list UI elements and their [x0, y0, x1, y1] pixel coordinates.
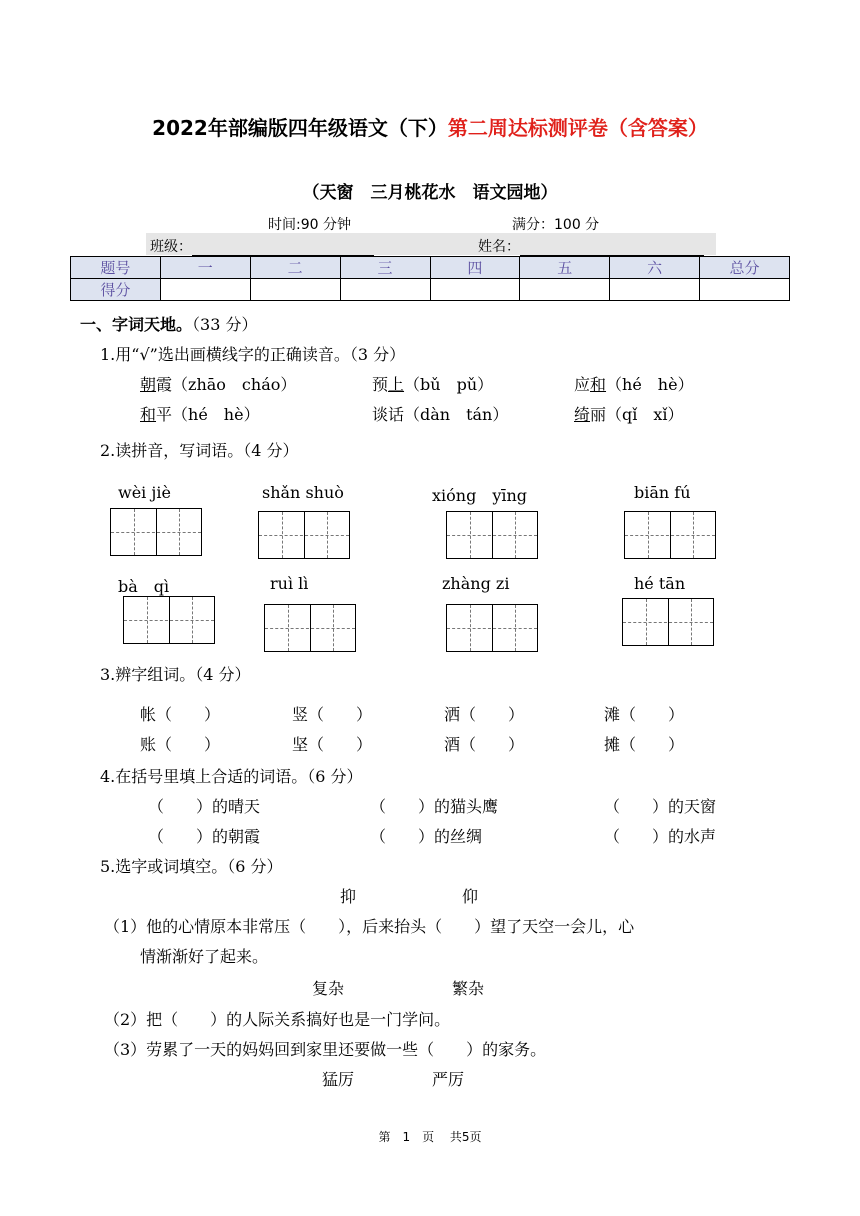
- q4-prompt: 4.在括号里填上合适的词语。（6 分）: [100, 767, 363, 786]
- writing-grid[interactable]: [446, 604, 538, 652]
- score-cell[interactable]: [160, 279, 250, 301]
- q2-pinyin: zhàng zi: [442, 574, 510, 593]
- score-header-cell: 五: [520, 257, 610, 279]
- score-header-cell: 一: [160, 257, 250, 279]
- q2-pinyin: shǎn shuò: [262, 483, 344, 502]
- q1-item-text: 平（hé hè）: [156, 405, 260, 424]
- score-cell[interactable]: [520, 279, 610, 301]
- name-field: [478, 236, 704, 256]
- q1-item-text: 霞（zhāo cháo）: [156, 375, 297, 394]
- score-header-cell: 三: [340, 257, 430, 279]
- q3-item: 竖（ ）: [292, 705, 373, 724]
- q1-item: [372, 402, 508, 425]
- score-cell[interactable]: [430, 279, 520, 301]
- score-table-row: [71, 279, 790, 301]
- score-cell[interactable]: [700, 279, 790, 301]
- class-field: [150, 236, 374, 256]
- q5-choice: 猛厉: [322, 1070, 355, 1089]
- q1-item-text: （bǔ pǔ）: [404, 375, 494, 394]
- time-label: 时间:90 分钟: [268, 217, 351, 233]
- name-blank[interactable]: [520, 239, 704, 256]
- q5-choice: 繁杂: [452, 979, 485, 998]
- q1-item: [574, 402, 684, 425]
- q2-pinyin: biān fú: [634, 483, 691, 502]
- q3-item: 帐（ ）: [140, 705, 221, 724]
- q1-item-text: 应: [574, 375, 591, 394]
- q1-item: [140, 402, 260, 425]
- writing-grid[interactable]: [624, 511, 716, 559]
- q4-item: （ ）的晴天: [148, 797, 261, 816]
- score-header-cell: 四: [430, 257, 520, 279]
- q2-pinyin: ruì lì: [270, 574, 309, 593]
- class-blank[interactable]: [192, 239, 374, 256]
- q1-underlined-char: 绮: [574, 405, 591, 424]
- page-footer: 第 1 页 共5页: [378, 1130, 482, 1144]
- score-cell[interactable]: [340, 279, 430, 301]
- q5-sentence: （2）把（ ）的人际关系搞好也是一门学问。: [104, 1010, 451, 1029]
- q1-underlined-char: 上: [388, 375, 405, 394]
- page-subtitle: （天窗 三月桃花水 语文园地）: [302, 183, 558, 203]
- score-table: [70, 256, 790, 301]
- score-cell[interactable]: [610, 279, 700, 301]
- section-1-title: 一、字词天地。: [80, 315, 193, 334]
- q1-prompt: 1.用“√”选出画横线字的正确读音。（3 分）: [100, 345, 406, 364]
- title-highlight: 第二周达标测评卷（含答案）: [447, 116, 708, 140]
- writing-grid[interactable]: [110, 508, 202, 556]
- score-header-cell: 总分: [700, 257, 790, 279]
- score-row-label: 得分: [71, 279, 161, 301]
- q2-pinyin: xióng yīng: [432, 486, 528, 505]
- q2-pinyin: hé tān: [634, 574, 686, 593]
- score-cell[interactable]: [250, 279, 340, 301]
- q4-item: （ ）的天窗: [604, 797, 717, 816]
- q3-prompt: 3.辨字组词。（4 分）: [100, 665, 251, 684]
- q3-item: 摊（ ）: [604, 735, 685, 754]
- writing-grid[interactable]: [264, 604, 356, 652]
- q5-choice: 仰: [462, 887, 479, 906]
- q2-prompt: 2.读拼音，写词语。（4 分）: [100, 441, 299, 460]
- q5-sentence: （1）他的心情原本非常压（ ），后来抬头（ ）望了天空一会儿，心: [104, 917, 635, 936]
- q5-choice: 复杂: [312, 979, 345, 998]
- q5-sentence: 情渐渐好了起来。: [140, 947, 269, 966]
- writing-grid[interactable]: [123, 596, 215, 644]
- q1-item-text: 丽（qǐ xǐ）: [590, 405, 684, 424]
- title-main: 2022年部编版四年级语文（下）: [152, 116, 448, 140]
- q4-item: （ ）的猫头鹰: [370, 797, 499, 816]
- q5-choice: 抑: [340, 887, 357, 906]
- q4-item: （ ）的朝霞: [148, 827, 261, 846]
- name-label: 姓名：: [478, 239, 520, 255]
- writing-grid[interactable]: [258, 511, 350, 559]
- writing-grid[interactable]: [622, 598, 714, 646]
- q4-item: （ ）的水声: [604, 827, 717, 846]
- section-1-heading: [80, 312, 257, 335]
- q4-item: （ ）的丝绸: [370, 827, 483, 846]
- class-label: 班级：: [150, 239, 192, 255]
- q3-item: 酒（ ）: [444, 735, 525, 754]
- q3-item: 坚（ ）: [292, 735, 373, 754]
- score-header-cell: 六: [610, 257, 700, 279]
- score-header-cell: 二: [250, 257, 340, 279]
- q2-pinyin: bà qì: [118, 577, 170, 596]
- section-1-points: （33 分）: [192, 315, 258, 334]
- q1-underlined-char: 朝: [140, 375, 157, 394]
- q1-item: [574, 372, 694, 395]
- q3-item: 滩（ ）: [604, 705, 685, 724]
- q5-sentence: （3）劳累了一天的妈妈回到家里还要做一些（ ）的家务。: [104, 1040, 547, 1059]
- score-table-header-row: [71, 257, 790, 279]
- q2-pinyin: wèi jiè: [118, 483, 171, 502]
- q1-item: [372, 372, 493, 395]
- score-header-cell: 题号: [71, 257, 161, 279]
- q3-item: 洒（ ）: [444, 705, 525, 724]
- writing-grid[interactable]: [446, 511, 538, 559]
- q1-item-text: 预: [372, 375, 389, 394]
- q1-item-text: （hé hè）: [606, 375, 694, 394]
- q1-underlined-char: 和: [140, 405, 157, 424]
- q1-item: [140, 372, 296, 395]
- q3-item: 账（ ）: [140, 735, 221, 754]
- q1-item-text: 谈话（dàn tán）: [372, 405, 509, 424]
- q5-prompt: 5.选字或词填空。（6 分）: [100, 857, 283, 876]
- q5-choice: 严厉: [432, 1070, 465, 1089]
- page-title: [0, 112, 860, 141]
- full-score-label: 满分：100 分: [512, 217, 600, 233]
- q1-underlined-char: 和: [590, 375, 607, 394]
